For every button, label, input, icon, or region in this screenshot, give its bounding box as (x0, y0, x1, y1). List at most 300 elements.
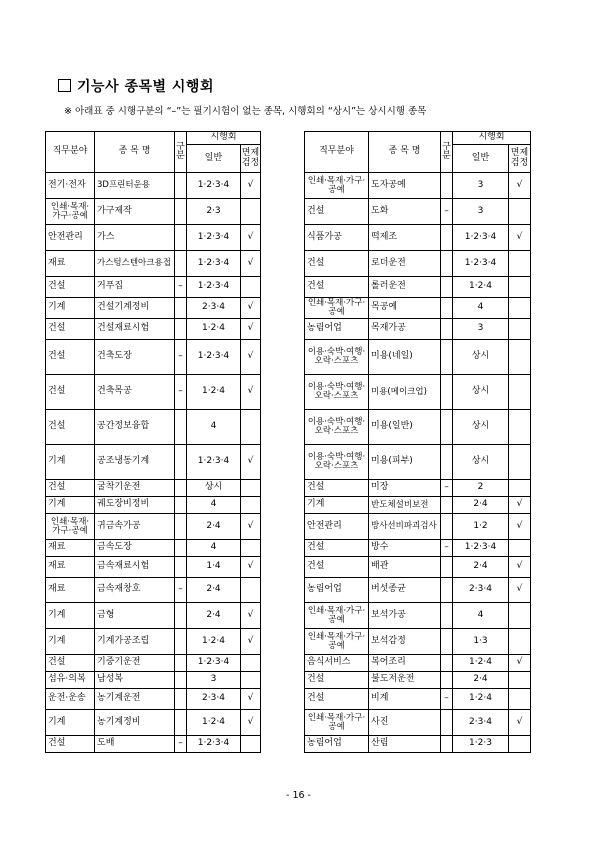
exempt-cell (509, 251, 531, 277)
subject-cell: 미용(피부) (369, 445, 441, 480)
subject-cell: 농기계정비 (95, 710, 175, 736)
table-row (46, 277, 261, 298)
exempt-cell (509, 445, 531, 480)
field-cell: 식품가공 (305, 225, 369, 251)
exempt-cell: √ (241, 298, 261, 319)
exempt-cell: √ (241, 710, 261, 736)
exempt-cell (509, 410, 531, 445)
field-cell: 재료 (46, 540, 95, 557)
header-exempt: 면제검정 (241, 145, 261, 173)
field-cell: 건설 (305, 199, 369, 225)
subject-cell: 사진 (369, 710, 441, 736)
general-cell: 4 (187, 540, 241, 557)
general-cell: 1·2·3·4 (453, 225, 509, 251)
table-row (46, 199, 261, 225)
exempt-cell: √ (509, 710, 531, 736)
table-row (46, 319, 261, 340)
field-cell: 기계 (46, 497, 95, 514)
subject-cell: 도자공예 (369, 173, 441, 199)
table-row (46, 497, 261, 514)
subject-cell: 거푸집 (95, 277, 175, 298)
subject-cell: 금속재창호 (95, 578, 175, 603)
general-cell: 3 (453, 199, 509, 225)
exempt-cell (241, 672, 261, 689)
exempt-cell (509, 277, 531, 298)
table-note: ※ 아래표 중 시행구분의 “–”는 필기시험이 없는 종목, 시행회의 “상시”는 상시시행 종목 (64, 106, 427, 117)
general-cell: 1·2·3·4 (187, 340, 241, 375)
table-row (305, 173, 531, 199)
subject-cell: 금속도장 (95, 540, 175, 557)
general-cell: 2·4 (187, 514, 241, 540)
general-cell: 4 (453, 298, 509, 319)
subject-cell: 기계가공조립 (95, 629, 175, 655)
header-exempt: 면제검정 (509, 145, 531, 173)
general-cell: 상시 (453, 375, 509, 410)
exempt-cell: √ (241, 251, 261, 277)
general-cell: 2·4 (187, 603, 241, 629)
subject-cell: 귀금속가공 (95, 514, 175, 540)
field-cell: 건설 (46, 736, 95, 753)
subject-cell: 가스텅스텐아크용접 (95, 251, 175, 277)
general-cell: 1·2·3·4 (187, 277, 241, 298)
table-row (305, 672, 531, 689)
field-cell: 운전·운송 (46, 689, 95, 710)
division-cell (175, 298, 187, 319)
division-cell (441, 251, 453, 277)
general-cell: 2·4 (453, 557, 509, 578)
exempt-cell (509, 672, 531, 689)
subject-cell: 공간정보융합 (95, 410, 175, 445)
table-row (305, 629, 531, 655)
exempt-cell: √ (241, 445, 261, 480)
general-cell: 1·2·4 (453, 277, 509, 298)
page-number: - 16 - (286, 790, 311, 801)
table-row (46, 410, 261, 445)
table-row (305, 445, 531, 480)
division-cell (175, 514, 187, 540)
exempt-cell: √ (241, 629, 261, 655)
division-cell (441, 277, 453, 298)
field-cell: 건설 (46, 375, 95, 410)
exempt-cell (509, 298, 531, 319)
subject-cell: 도배 (95, 736, 175, 753)
general-cell: 1·2·4 (187, 710, 241, 736)
general-cell: 3 (453, 173, 509, 199)
field-cell: 농림어업 (305, 578, 369, 603)
table-row (46, 173, 261, 199)
table-row (46, 689, 261, 710)
subject-cell: 떡제조 (369, 225, 441, 251)
field-cell: 인쇄·목재·가구·공예 (305, 710, 369, 736)
division-cell: – (175, 736, 187, 753)
subject-cell: 공조냉동기계 (95, 445, 175, 480)
general-cell: 1·2 (453, 514, 509, 540)
field-cell: 건설 (305, 540, 369, 557)
field-cell: 인쇄·목재·가구·공예 (305, 298, 369, 319)
division-cell (441, 445, 453, 480)
field-cell: 전기·전자 (46, 173, 95, 199)
general-cell: 1·4 (187, 557, 241, 578)
subject-cell: 금속재료시험 (95, 557, 175, 578)
general-cell: 1·2·3·4 (187, 251, 241, 277)
general-cell: 3 (187, 672, 241, 689)
general-cell: 1·2·3·4 (187, 655, 241, 672)
table-row (46, 629, 261, 655)
field-cell: 이용·숙박·여행·오락·스포츠 (305, 410, 369, 445)
general-cell: 2·4 (187, 578, 241, 603)
exempt-cell (509, 736, 531, 753)
division-cell (441, 514, 453, 540)
field-cell: 이용·숙박·여행·오락·스포츠 (305, 445, 369, 480)
table-row (305, 578, 531, 603)
general-cell: 상시 (187, 480, 241, 497)
field-cell: 섬유·의복 (46, 672, 95, 689)
subject-cell: 건설기계정비 (95, 298, 175, 319)
subject-cell: 도화 (369, 199, 441, 225)
header-subject: 종 목 명 (95, 132, 175, 173)
subject-cell: 가스 (95, 225, 175, 251)
division-cell (175, 672, 187, 689)
division-cell (175, 410, 187, 445)
general-cell: 1·2·3 (453, 736, 509, 753)
exempt-cell (509, 603, 531, 629)
table-row (46, 578, 261, 603)
general-cell: 상시 (453, 445, 509, 480)
exempt-cell: √ (241, 340, 261, 375)
field-cell: 기계 (46, 298, 95, 319)
header-field: 직무분야 (46, 132, 95, 173)
division-cell (175, 480, 187, 497)
division-cell: – (175, 578, 187, 603)
general-cell: 상시 (453, 410, 509, 445)
division-cell (441, 410, 453, 445)
division-cell (441, 736, 453, 753)
header-field: 직무분야 (305, 132, 369, 173)
field-cell: 인쇄·목재·가구·공예 (46, 514, 95, 540)
subject-cell: 목공예 (369, 298, 441, 319)
division-cell (441, 225, 453, 251)
subject-cell: 남성복 (95, 672, 175, 689)
division-cell (175, 251, 187, 277)
general-cell: 1·2·3·4 (453, 540, 509, 557)
general-cell: 2 (453, 480, 509, 497)
field-cell: 인쇄·목재·가구·공예 (305, 603, 369, 629)
division-cell (441, 173, 453, 199)
exempt-cell: √ (509, 557, 531, 578)
division-cell (175, 199, 187, 225)
subject-cell: 산림 (369, 736, 441, 753)
table-row (46, 298, 261, 319)
exempt-cell: √ (509, 173, 531, 199)
subject-cell: 배관 (369, 557, 441, 578)
field-cell: 건설 (46, 340, 95, 375)
subject-table-left (45, 131, 261, 753)
table-row (46, 445, 261, 480)
field-cell: 안전관리 (46, 225, 95, 251)
page-title (58, 76, 214, 96)
general-cell: 1·2·3·4 (187, 173, 241, 199)
subject-cell: 미용(네일) (369, 340, 441, 375)
general-cell: 4 (453, 603, 509, 629)
subject-cell: 방사선비파괴검사 (369, 514, 441, 540)
field-cell: 기계 (46, 445, 95, 480)
checkbox-square-icon (58, 79, 71, 92)
division-cell (441, 557, 453, 578)
division-cell (175, 655, 187, 672)
division-cell (441, 375, 453, 410)
table-row (305, 710, 531, 736)
table-row (305, 736, 531, 753)
table-row (46, 251, 261, 277)
table-row (305, 689, 531, 710)
field-cell: 건설 (46, 410, 95, 445)
field-cell: 기계 (46, 629, 95, 655)
field-cell: 기계 (46, 603, 95, 629)
general-cell: 2·3·4 (453, 710, 509, 736)
exempt-cell (241, 497, 261, 514)
table-row (46, 672, 261, 689)
page-title-text: 기능사 종목별 시행회 (77, 79, 214, 95)
general-cell: 2·3·4 (453, 578, 509, 603)
field-cell: 건설 (46, 277, 95, 298)
subject-cell: 목재가공 (369, 319, 441, 340)
exempt-cell (509, 629, 531, 655)
subject-cell: 롤러운전 (369, 277, 441, 298)
field-cell: 농림어업 (305, 736, 369, 753)
subject-cell: 농기계운전 (95, 689, 175, 710)
exempt-cell: √ (509, 578, 531, 603)
field-cell: 건설 (305, 557, 369, 578)
table-row (305, 655, 531, 672)
subject-cell: 보석가공 (369, 603, 441, 629)
division-cell (175, 689, 187, 710)
field-cell: 기계 (46, 710, 95, 736)
table-row (46, 603, 261, 629)
header-general: 일반 (453, 145, 509, 173)
exempt-cell: √ (241, 689, 261, 710)
header-general: 일반 (187, 145, 241, 173)
division-cell (441, 497, 453, 514)
general-cell: 2·3·4 (187, 689, 241, 710)
exempt-cell (241, 540, 261, 557)
field-cell: 음식서비스 (305, 655, 369, 672)
division-cell: – (175, 340, 187, 375)
header-schedule: 시행회 (187, 132, 261, 145)
exempt-cell: √ (241, 514, 261, 540)
exempt-cell: √ (509, 497, 531, 514)
field-cell: 건설 (305, 480, 369, 497)
division-cell (441, 340, 453, 375)
general-cell: 1·3 (453, 629, 509, 655)
general-cell: 1·2·4 (187, 375, 241, 410)
field-cell: 건설 (305, 251, 369, 277)
exempt-cell: √ (509, 514, 531, 540)
division-cell (175, 497, 187, 514)
table-row (46, 557, 261, 578)
general-cell: 1·2·3·4 (187, 225, 241, 251)
field-cell: 건설 (305, 672, 369, 689)
division-cell: – (175, 277, 187, 298)
division-cell (441, 710, 453, 736)
division-cell: – (441, 689, 453, 710)
general-cell: 상시 (453, 340, 509, 375)
subject-cell: 건축목공 (95, 375, 175, 410)
field-cell: 인쇄·목재·가구·공예 (305, 629, 369, 655)
field-cell: 이용·숙박·여행·오락·스포츠 (305, 340, 369, 375)
table-row (46, 540, 261, 557)
division-cell (175, 319, 187, 340)
subject-cell: 기중기운전 (95, 655, 175, 672)
exempt-cell: √ (241, 173, 261, 199)
table-row (305, 557, 531, 578)
division-cell (175, 629, 187, 655)
table-row (46, 340, 261, 375)
exempt-cell (509, 199, 531, 225)
table-row (305, 225, 531, 251)
field-cell: 안전관리 (305, 514, 369, 540)
field-cell: 건설 (305, 277, 369, 298)
division-cell (175, 445, 187, 480)
division-cell (441, 672, 453, 689)
exempt-cell (509, 540, 531, 557)
general-cell: 3 (453, 319, 509, 340)
exempt-cell (509, 340, 531, 375)
division-cell: – (441, 540, 453, 557)
subject-cell: 보석감정 (369, 629, 441, 655)
general-cell: 2·3·4 (187, 298, 241, 319)
field-cell: 재료 (46, 251, 95, 277)
exempt-cell: √ (509, 225, 531, 251)
field-cell: 건설 (46, 655, 95, 672)
table-row (305, 514, 531, 540)
general-cell: 1·2·4 (453, 655, 509, 672)
division-cell (441, 578, 453, 603)
field-cell: 건설 (46, 319, 95, 340)
table-row (46, 736, 261, 753)
division-cell (441, 319, 453, 340)
field-cell: 인쇄·목재·가구·공예 (46, 199, 95, 225)
table-row (46, 225, 261, 251)
header-division: 구분 (175, 132, 187, 173)
field-cell: 농림어업 (305, 319, 369, 340)
division-cell (441, 655, 453, 672)
division-cell: – (441, 480, 453, 497)
table-row (46, 480, 261, 497)
table-row (305, 410, 531, 445)
field-cell: 건설 (46, 480, 95, 497)
exempt-cell: √ (241, 603, 261, 629)
field-cell: 재료 (46, 578, 95, 603)
subject-cell: 불도저운전 (369, 672, 441, 689)
exempt-cell: √ (241, 557, 261, 578)
division-cell (441, 629, 453, 655)
exempt-cell (241, 480, 261, 497)
general-cell: 4 (187, 497, 241, 514)
exempt-cell: √ (241, 225, 261, 251)
exempt-cell (509, 689, 531, 710)
exempt-cell (241, 410, 261, 445)
subject-table-right (304, 131, 531, 753)
exempt-cell: √ (509, 655, 531, 672)
division-cell (441, 298, 453, 319)
table-row (305, 540, 531, 557)
subject-cell: 금형 (95, 603, 175, 629)
header-subject: 종 목 명 (369, 132, 441, 173)
subject-cell: 복어조리 (369, 655, 441, 672)
exempt-cell (241, 578, 261, 603)
general-cell: 4 (187, 410, 241, 445)
header-division: 구분 (441, 132, 453, 173)
table-row (305, 298, 531, 319)
general-cell: 2·4 (453, 672, 509, 689)
exempt-cell (241, 736, 261, 753)
subject-cell: 미용(일반) (369, 410, 441, 445)
division-cell (175, 557, 187, 578)
subject-cell: 궤도장비정비 (95, 497, 175, 514)
header-schedule: 시행회 (453, 132, 531, 145)
table-row (305, 319, 531, 340)
exempt-cell (241, 655, 261, 672)
table-row (305, 277, 531, 298)
general-cell: 1·2·4 (453, 689, 509, 710)
exempt-cell (509, 375, 531, 410)
table-row (305, 480, 531, 497)
field-cell: 재료 (46, 557, 95, 578)
division-cell (175, 173, 187, 199)
field-cell: 이용·숙박·여행·오락·스포츠 (305, 375, 369, 410)
table-row (305, 603, 531, 629)
subject-cell: 가구제작 (95, 199, 175, 225)
subject-cell: 버섯종균 (369, 578, 441, 603)
table-row (305, 199, 531, 225)
table-row (46, 655, 261, 672)
exempt-cell (509, 319, 531, 340)
general-cell: 1·2·3·4 (453, 251, 509, 277)
subject-cell: 굴착기운전 (95, 480, 175, 497)
general-cell: 2·4 (453, 497, 509, 514)
division-cell: – (175, 375, 187, 410)
table-row (305, 497, 531, 514)
subject-cell: 비계 (369, 689, 441, 710)
general-cell: 1·2·4 (187, 629, 241, 655)
division-cell: – (441, 199, 453, 225)
subject-cell: 반도체설비보전 (369, 497, 441, 514)
table-row (46, 514, 261, 540)
exempt-cell (241, 199, 261, 225)
exempt-cell: √ (241, 375, 261, 410)
subject-cell: 방수 (369, 540, 441, 557)
subject-cell: 미용(메이크업) (369, 375, 441, 410)
field-cell: 기계 (305, 497, 369, 514)
field-cell: 인쇄·목재·가구·공예 (305, 173, 369, 199)
table-row (46, 710, 261, 736)
table-row (305, 340, 531, 375)
table-row (46, 375, 261, 410)
field-cell: 건설 (305, 689, 369, 710)
subject-cell: 건설재료시험 (95, 319, 175, 340)
subject-cell: 미장 (369, 480, 441, 497)
division-cell (175, 603, 187, 629)
general-cell: 2·3 (187, 199, 241, 225)
division-cell (175, 540, 187, 557)
division-cell (175, 225, 187, 251)
general-cell: 1·2·3·4 (187, 736, 241, 753)
subject-cell: 3D프린터운용 (95, 173, 175, 199)
general-cell: 1·2·4 (187, 319, 241, 340)
exempt-cell: √ (241, 319, 261, 340)
table-row (305, 375, 531, 410)
division-cell (175, 710, 187, 736)
